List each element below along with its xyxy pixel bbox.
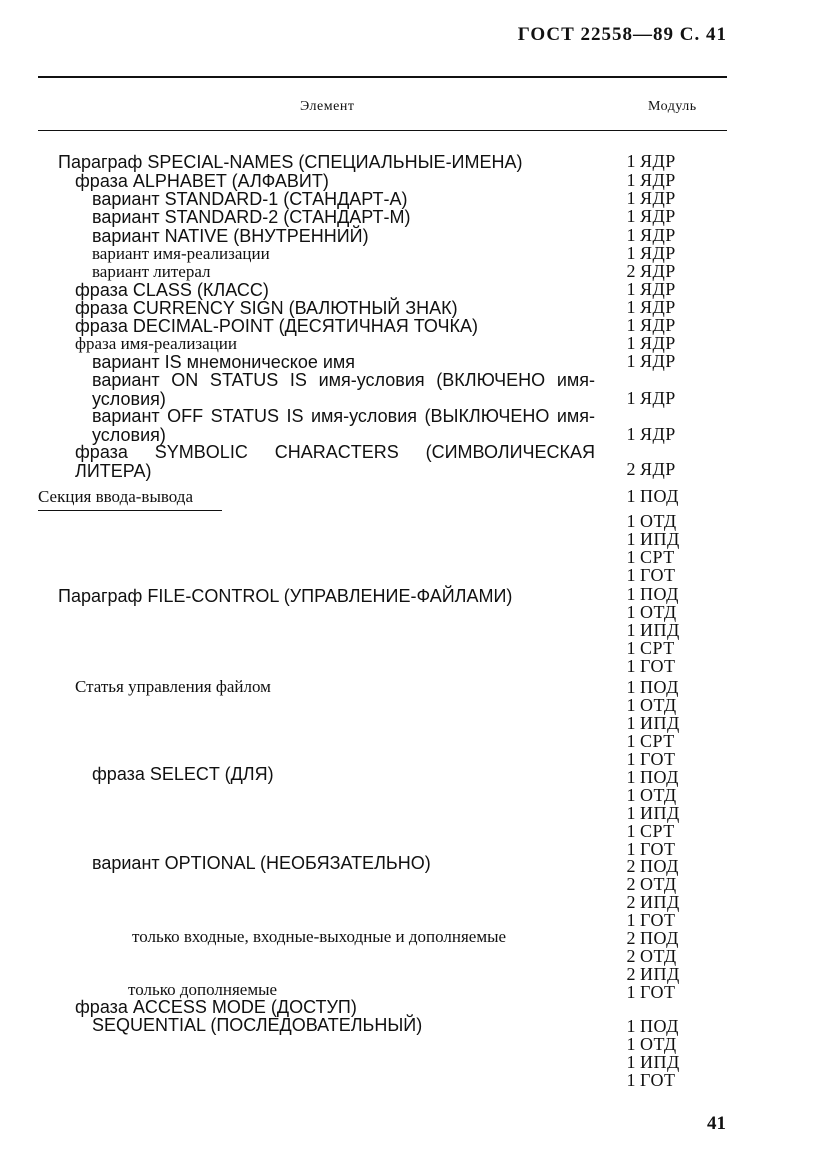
element-label: фраза имя-реализации	[75, 334, 237, 353]
module-entry	[622, 786, 692, 804]
module-code: ИПД	[640, 964, 680, 984]
element-label: SEQUENTIAL (ПОСЛЕДОВАТЕЛЬНЫЙ)	[92, 1015, 423, 1035]
table-header-rule	[38, 130, 727, 131]
module-entry	[622, 1071, 692, 1089]
module-level: 1	[626, 1052, 636, 1072]
element-label: Параграф SPECIAL-NAMES (СПЕЦИАЛЬНЫЕ-ИМЕНА)	[58, 152, 523, 172]
element-label: вариант NATIVE (ВНУТРЕННИЙ)	[92, 226, 369, 246]
module-code: ГОТ	[640, 982, 676, 1002]
module-level: 1	[626, 749, 636, 769]
module-entry	[622, 822, 692, 840]
module-entry	[622, 425, 692, 443]
module-level: 1	[626, 351, 636, 371]
module-level: 1	[626, 388, 636, 408]
element-label: фраза SELECT (ДЛЯ)	[92, 764, 274, 784]
module-entry	[622, 603, 692, 621]
module-list	[622, 678, 692, 768]
module-list	[622, 585, 692, 675]
module-level: 1	[626, 620, 636, 640]
element-label: фраза CURRENCY SIGN (ВАЛЮТНЫЙ ЗНАК)	[75, 298, 458, 318]
element-label: фраза DECIMAL-POINT (ДЕСЯТИЧНАЯ ТОЧКА)	[75, 316, 478, 336]
module-list	[622, 352, 692, 370]
module-code: ЯДР	[640, 151, 676, 171]
module-entry	[622, 1053, 692, 1071]
element-label: только дополняемые	[128, 980, 278, 999]
module-code: ОТД	[640, 602, 677, 622]
module-code: ОТД	[640, 785, 677, 805]
module-entry	[622, 207, 692, 225]
module-entry	[622, 487, 692, 505]
module-entry	[622, 189, 692, 207]
element-label: Параграф FILE-CONTROL (УПРАВЛЕНИЕ-ФАЙЛАМИ)	[58, 586, 513, 606]
module-entry	[622, 244, 692, 262]
table-top-rule	[38, 76, 727, 78]
module-entry	[622, 566, 692, 584]
module-list	[622, 768, 692, 858]
module-level: 1	[626, 638, 636, 658]
module-entry	[622, 965, 692, 983]
module-level: 1	[626, 243, 636, 263]
element-label: вариант имя-реализации	[92, 244, 270, 263]
element-label: фраза ACCESS MODE (ДОСТУП)	[75, 997, 357, 1017]
module-list	[622, 152, 692, 170]
module-list	[622, 929, 692, 983]
module-code: СРТ	[640, 638, 675, 658]
module-level: 1	[626, 982, 636, 1002]
module-code: ГОТ	[640, 749, 676, 769]
module-level: 2	[626, 856, 636, 876]
module-level: 2	[626, 459, 636, 479]
module-list	[622, 983, 692, 1001]
module-level: 1	[626, 677, 636, 697]
module-code: ИПД	[640, 713, 680, 733]
module-entry	[622, 226, 692, 244]
module-level: 2	[626, 946, 636, 966]
module-level: 1	[626, 767, 636, 787]
module-entry	[622, 316, 692, 334]
module-level: 1	[626, 511, 636, 531]
module-code: ЯДР	[640, 351, 676, 371]
module-entry	[622, 732, 692, 750]
module-entry	[622, 947, 692, 965]
module-list	[622, 280, 692, 298]
element-label: вариант OPTIONAL (НЕОБЯЗАТЕЛЬНО)	[92, 853, 431, 873]
module-code: ИПД	[640, 1052, 680, 1072]
module-list	[622, 425, 692, 443]
module-entry	[622, 352, 692, 370]
module-entry	[622, 639, 692, 657]
module-code: ГОТ	[640, 656, 676, 676]
module-code: ОТД	[640, 511, 677, 531]
module-level: 1	[626, 1034, 636, 1054]
module-level: 1	[626, 225, 636, 245]
module-code: ЯДР	[640, 279, 676, 299]
module-code: ГОТ	[640, 839, 676, 859]
module-entry	[622, 893, 692, 911]
module-entry	[622, 1017, 692, 1035]
element-label: вариант ON STATUS IS имя-условия (ВКЛЮЧЕНО имя-условия)	[92, 370, 595, 409]
module-entry	[622, 875, 692, 893]
module-code: ПОД	[640, 677, 679, 697]
module-list	[622, 334, 692, 352]
module-entry	[622, 911, 692, 929]
module-level: 1	[626, 529, 636, 549]
module-code: ОТД	[640, 946, 677, 966]
module-list	[622, 244, 692, 262]
module-level: 1	[626, 170, 636, 190]
module-code: СРТ	[640, 547, 675, 567]
module-code: ЯДР	[640, 170, 676, 190]
module-level: 2	[626, 892, 636, 912]
element-label: вариант STANDARD-2 (СТАНДАРТ-М)	[92, 207, 411, 227]
section-underline	[38, 510, 222, 511]
module-entry	[622, 548, 692, 566]
module-entry	[622, 152, 692, 170]
module-entry	[622, 929, 692, 947]
element-label: фраза CLASS (КЛАСС)	[75, 280, 269, 300]
module-code: ЯДР	[640, 388, 676, 408]
module-level: 1	[626, 1016, 636, 1036]
module-code: ОТД	[640, 874, 677, 894]
module-code: ПОД	[640, 928, 679, 948]
module-entry	[622, 983, 692, 1001]
module-level: 1	[626, 1070, 636, 1090]
module-level: 1	[626, 315, 636, 335]
module-level: 1	[626, 785, 636, 805]
module-level: 2	[626, 928, 636, 948]
module-entry	[622, 171, 692, 189]
module-entry	[622, 714, 692, 732]
module-code: ОТД	[640, 1034, 677, 1054]
page-header: ГОСТ 22558—89 С. 41	[517, 24, 727, 45]
element-label: Статья управления файлом	[75, 677, 271, 696]
module-code: ИПД	[640, 892, 680, 912]
module-level: 1	[626, 803, 636, 823]
module-entry	[622, 460, 692, 478]
module-code: ЯДР	[640, 333, 676, 353]
module-code: ИПД	[640, 529, 680, 549]
module-code: СРТ	[640, 821, 675, 841]
module-entry	[622, 334, 692, 352]
module-level: 1	[626, 821, 636, 841]
module-level: 1	[626, 731, 636, 751]
module-level: 2	[626, 964, 636, 984]
module-code: ЯДР	[640, 315, 676, 335]
module-code: ПОД	[640, 856, 679, 876]
element-label: фраза SYMBOLIC CHARACTERS (СИМВОЛИЧЕСКАЯ ЛИТЕРА)	[75, 442, 595, 481]
module-entry	[622, 857, 692, 875]
module-level: 1	[626, 486, 636, 506]
module-code: ПОД	[640, 767, 679, 787]
module-level: 1	[626, 584, 636, 604]
module-list	[622, 207, 692, 225]
module-level: 2	[626, 261, 636, 281]
module-level: 1	[626, 333, 636, 353]
module-level: 1	[626, 297, 636, 317]
element-label: фраза ALPHABET (АЛФАВИТ)	[75, 171, 329, 191]
module-code: ОТД	[640, 695, 677, 715]
module-entry	[622, 262, 692, 280]
module-list	[622, 171, 692, 189]
module-code: ЯДР	[640, 206, 676, 226]
module-entry	[622, 1035, 692, 1053]
module-entry	[622, 512, 692, 530]
column-header-element: Элемент	[300, 99, 355, 114]
module-list	[622, 389, 692, 407]
module-level: 1	[626, 656, 636, 676]
module-code: ПОД	[640, 486, 679, 506]
module-level: 1	[626, 713, 636, 733]
module-level: 1	[626, 424, 636, 444]
module-level: 1	[626, 206, 636, 226]
module-list	[622, 262, 692, 280]
module-code: ПОД	[640, 1016, 679, 1036]
module-code: СРТ	[640, 731, 675, 751]
module-list	[622, 226, 692, 244]
element-label: Секция ввода-вывода	[38, 487, 193, 506]
module-list	[622, 189, 692, 207]
module-code: ЯДР	[640, 261, 676, 281]
module-code: ЯДР	[640, 243, 676, 263]
module-code: ЯДР	[640, 297, 676, 317]
module-code: ЯДР	[640, 188, 676, 208]
module-level: 1	[626, 910, 636, 930]
module-entry	[622, 768, 692, 786]
module-list	[622, 857, 692, 929]
module-code: ГОТ	[640, 565, 676, 585]
module-list	[622, 316, 692, 334]
module-entry	[622, 530, 692, 548]
module-level: 2	[626, 874, 636, 894]
module-code: ПОД	[640, 584, 679, 604]
element-label: вариант STANDARD-1 (СТАНДАРТ-А)	[92, 189, 408, 209]
element-label: вариант литерал	[92, 262, 211, 281]
module-entry	[622, 696, 692, 714]
module-level: 1	[626, 602, 636, 622]
module-entry	[622, 750, 692, 768]
element-label: только входные, входные-выходные и дополняемые	[132, 927, 507, 946]
module-list	[622, 298, 692, 316]
module-list	[622, 460, 692, 478]
module-entry	[622, 657, 692, 675]
module-level: 1	[626, 279, 636, 299]
module-level: 1	[626, 151, 636, 171]
module-level: 1	[626, 839, 636, 859]
element-label: вариант IS мнемоническое имя	[92, 352, 356, 372]
module-entry	[622, 280, 692, 298]
module-entry	[622, 298, 692, 316]
module-code: ЯДР	[640, 424, 676, 444]
module-list	[622, 487, 692, 584]
module-entry	[622, 804, 692, 822]
module-code: ГОТ	[640, 910, 676, 930]
module-level: 1	[626, 565, 636, 585]
module-code: ЯДР	[640, 459, 676, 479]
module-entry	[622, 678, 692, 696]
module-level: 1	[626, 695, 636, 715]
module-code: ИПД	[640, 803, 680, 823]
module-entry	[622, 621, 692, 639]
module-code: ГОТ	[640, 1070, 676, 1090]
module-entry	[622, 585, 692, 603]
module-code: ЯДР	[640, 225, 676, 245]
module-level: 1	[626, 188, 636, 208]
module-code: ИПД	[640, 620, 680, 640]
module-level: 1	[626, 547, 636, 567]
page-number: 41	[707, 1113, 726, 1134]
module-entry	[622, 389, 692, 407]
module-list	[622, 1017, 692, 1089]
column-header-module: Модуль	[648, 99, 697, 114]
element-label: вариант OFF STATUS IS имя-условия (ВЫКЛЮЧЕНО имя-условия)	[92, 406, 595, 445]
